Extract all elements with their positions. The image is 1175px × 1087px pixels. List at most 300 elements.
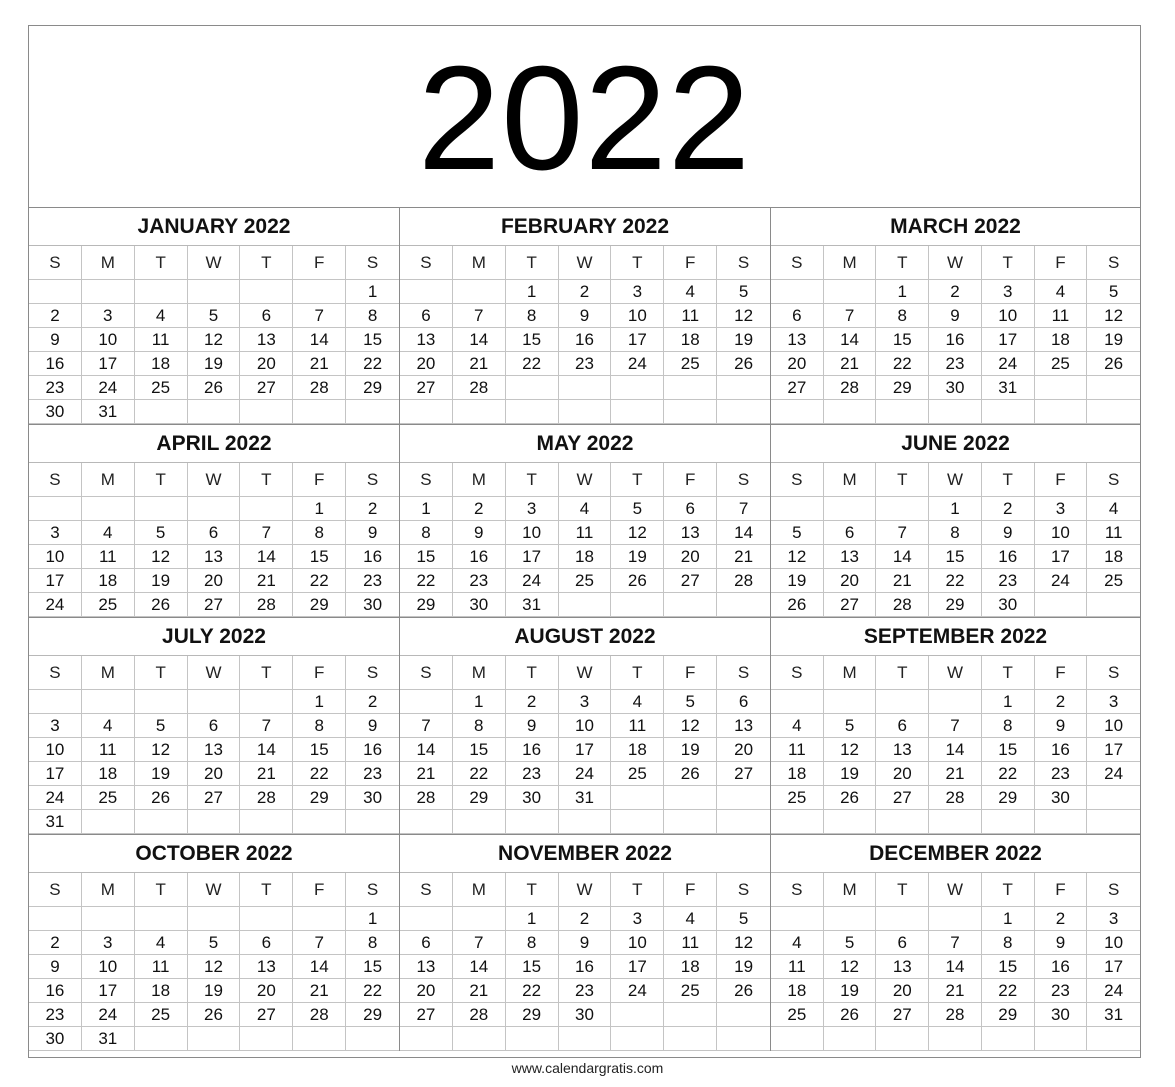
day-cell: 15: [293, 545, 346, 569]
day-cell: 5: [664, 690, 717, 714]
day-cell: 6: [240, 304, 293, 328]
months-grid: [29, 208, 1140, 1051]
day-cell: 5: [188, 304, 241, 328]
weekday-header: S: [29, 246, 82, 280]
day-cell: 11: [771, 738, 824, 762]
day-cell: 8: [982, 714, 1035, 738]
day-cell: 17: [506, 545, 559, 569]
day-cell: 6: [240, 931, 293, 955]
weekday-header: T: [982, 463, 1035, 497]
day-cell: 6: [876, 714, 929, 738]
day-cell: 5: [824, 931, 877, 955]
day-cell: 12: [611, 521, 664, 545]
day-cell: 10: [1035, 521, 1088, 545]
weekday-header: T: [506, 246, 559, 280]
empty-cell: [929, 810, 982, 834]
day-cell: 16: [29, 979, 82, 1003]
day-cell: 17: [611, 328, 664, 352]
day-cell: 3: [29, 521, 82, 545]
day-cell: 15: [400, 545, 453, 569]
month-block: [29, 618, 400, 835]
day-cell: 28: [240, 786, 293, 810]
day-cell: 20: [771, 352, 824, 376]
empty-cell: [717, 810, 770, 834]
day-cell: 22: [293, 569, 346, 593]
day-cell: 10: [611, 931, 664, 955]
day-cell: 31: [82, 1027, 135, 1051]
day-cell: 19: [664, 738, 717, 762]
empty-cell: [506, 1027, 559, 1051]
day-cell: 21: [929, 762, 982, 786]
day-cell: 16: [453, 545, 506, 569]
day-cell: 12: [771, 545, 824, 569]
day-cell: 28: [453, 1003, 506, 1027]
empty-cell: [876, 400, 929, 424]
day-cell: 15: [453, 738, 506, 762]
empty-cell: [1087, 1027, 1140, 1051]
empty-cell: [664, 400, 717, 424]
day-cell: 14: [240, 545, 293, 569]
day-cell: 1: [453, 690, 506, 714]
day-cell: 17: [29, 762, 82, 786]
day-cell: 28: [929, 1003, 982, 1027]
empty-cell: [293, 400, 346, 424]
weekday-header: S: [1087, 873, 1140, 907]
day-cell: 1: [293, 690, 346, 714]
weekday-header: S: [717, 873, 770, 907]
day-cell: 24: [1035, 569, 1088, 593]
quarter-row: [29, 208, 1140, 425]
day-cell: 18: [82, 569, 135, 593]
empty-cell: [611, 786, 664, 810]
day-cell: 27: [717, 762, 770, 786]
day-cell: 15: [506, 955, 559, 979]
day-cell: 29: [453, 786, 506, 810]
day-cell: 2: [29, 931, 82, 955]
day-cell: 12: [824, 955, 877, 979]
day-cell: 10: [611, 304, 664, 328]
month-grid: [771, 463, 1140, 617]
day-cell: 30: [346, 786, 399, 810]
day-cell: 9: [453, 521, 506, 545]
month-grid: [29, 246, 399, 424]
empty-cell: [293, 810, 346, 834]
day-cell: 3: [29, 714, 82, 738]
weekday-header: W: [929, 656, 982, 690]
day-cell: 15: [876, 328, 929, 352]
day-cell: 7: [293, 304, 346, 328]
empty-cell: [135, 280, 188, 304]
month-grid: [29, 873, 399, 1051]
weekday-header: T: [982, 873, 1035, 907]
empty-cell: [664, 1027, 717, 1051]
month-title: JULY 2022: [29, 618, 399, 656]
day-cell: 9: [559, 931, 612, 955]
footer-url[interactable]: www.calendargratis.com: [511, 1060, 664, 1076]
day-cell: 4: [771, 931, 824, 955]
day-cell: 19: [771, 569, 824, 593]
empty-cell: [824, 400, 877, 424]
day-cell: 14: [453, 955, 506, 979]
day-cell: 19: [824, 979, 877, 1003]
day-cell: 11: [135, 955, 188, 979]
month-title: DECEMBER 2022: [771, 835, 1140, 873]
empty-cell: [240, 1027, 293, 1051]
month-grid: [771, 656, 1140, 834]
day-cell: 26: [135, 786, 188, 810]
weekday-header: T: [876, 463, 929, 497]
day-cell: 8: [453, 714, 506, 738]
day-cell: 24: [611, 979, 664, 1003]
day-cell: 6: [400, 304, 453, 328]
day-cell: 6: [824, 521, 877, 545]
empty-cell: [1087, 786, 1140, 810]
day-cell: 20: [240, 979, 293, 1003]
empty-cell: [1035, 1027, 1088, 1051]
day-cell: 18: [771, 762, 824, 786]
day-cell: 7: [240, 521, 293, 545]
weekday-header: S: [1087, 246, 1140, 280]
day-cell: 1: [346, 907, 399, 931]
weekday-header: S: [717, 246, 770, 280]
empty-cell: [824, 907, 877, 931]
day-cell: 9: [29, 955, 82, 979]
empty-cell: [188, 690, 241, 714]
weekday-header: S: [400, 873, 453, 907]
day-cell: 14: [876, 545, 929, 569]
empty-cell: [135, 690, 188, 714]
day-cell: 8: [506, 931, 559, 955]
month-block: [400, 835, 771, 1051]
empty-cell: [82, 690, 135, 714]
day-cell: 19: [717, 955, 770, 979]
day-cell: 18: [1087, 545, 1140, 569]
day-cell: 19: [188, 979, 241, 1003]
month-title: FEBRUARY 2022: [400, 208, 770, 246]
day-cell: 27: [188, 593, 241, 617]
day-cell: 16: [29, 352, 82, 376]
day-cell: 28: [293, 376, 346, 400]
day-cell: 10: [82, 955, 135, 979]
empty-cell: [1087, 376, 1140, 400]
day-cell: 20: [717, 738, 770, 762]
day-cell: 15: [982, 738, 1035, 762]
day-cell: 8: [876, 304, 929, 328]
day-cell: 9: [29, 328, 82, 352]
empty-cell: [559, 593, 612, 617]
day-cell: 2: [559, 280, 612, 304]
day-cell: 31: [29, 810, 82, 834]
weekday-header: T: [135, 873, 188, 907]
empty-cell: [559, 1027, 612, 1051]
weekday-header: M: [453, 656, 506, 690]
day-cell: 2: [29, 304, 82, 328]
day-cell: 23: [559, 979, 612, 1003]
day-cell: 18: [1035, 328, 1088, 352]
day-cell: 30: [346, 593, 399, 617]
day-cell: 11: [135, 328, 188, 352]
weekday-header: T: [506, 656, 559, 690]
day-cell: 30: [506, 786, 559, 810]
weekday-header: S: [346, 873, 399, 907]
month-grid: [400, 246, 770, 424]
day-cell: 29: [293, 593, 346, 617]
day-cell: 4: [135, 931, 188, 955]
weekday-header: F: [1035, 656, 1088, 690]
day-cell: 14: [717, 521, 770, 545]
day-cell: 7: [240, 714, 293, 738]
day-cell: 22: [506, 979, 559, 1003]
day-cell: 3: [1087, 907, 1140, 931]
day-cell: 4: [1035, 280, 1088, 304]
empty-cell: [400, 400, 453, 424]
day-cell: 28: [293, 1003, 346, 1027]
empty-cell: [240, 400, 293, 424]
weekday-header: M: [82, 246, 135, 280]
day-cell: 23: [559, 352, 612, 376]
day-cell: 16: [1035, 738, 1088, 762]
day-cell: 25: [664, 979, 717, 1003]
day-cell: 10: [29, 545, 82, 569]
day-cell: 25: [771, 786, 824, 810]
day-cell: 1: [876, 280, 929, 304]
weekday-header: T: [135, 463, 188, 497]
day-cell: 18: [135, 979, 188, 1003]
weekday-header: S: [717, 656, 770, 690]
day-cell: 2: [506, 690, 559, 714]
day-cell: 13: [824, 545, 877, 569]
day-cell: 13: [400, 328, 453, 352]
day-cell: 9: [506, 714, 559, 738]
empty-cell: [611, 376, 664, 400]
day-cell: 29: [346, 1003, 399, 1027]
empty-cell: [982, 810, 1035, 834]
day-cell: 24: [82, 1003, 135, 1027]
day-cell: 13: [188, 545, 241, 569]
day-cell: 7: [717, 497, 770, 521]
day-cell: 2: [346, 690, 399, 714]
day-cell: 27: [876, 786, 929, 810]
day-cell: 6: [188, 521, 241, 545]
day-cell: 28: [929, 786, 982, 810]
day-cell: 18: [664, 328, 717, 352]
day-cell: 1: [506, 280, 559, 304]
day-cell: 11: [664, 931, 717, 955]
weekday-header: T: [240, 463, 293, 497]
day-cell: 8: [293, 714, 346, 738]
day-cell: 20: [400, 979, 453, 1003]
day-cell: 22: [929, 569, 982, 593]
day-cell: 20: [240, 352, 293, 376]
day-cell: 24: [982, 352, 1035, 376]
day-cell: 30: [559, 1003, 612, 1027]
day-cell: 22: [506, 352, 559, 376]
day-cell: 20: [876, 979, 929, 1003]
day-cell: 20: [664, 545, 717, 569]
day-cell: 16: [559, 955, 612, 979]
day-cell: 29: [346, 376, 399, 400]
day-cell: 16: [929, 328, 982, 352]
day-cell: 31: [982, 376, 1035, 400]
day-cell: 25: [135, 376, 188, 400]
day-cell: 16: [346, 738, 399, 762]
empty-cell: [135, 400, 188, 424]
empty-cell: [611, 1003, 664, 1027]
day-cell: 27: [240, 376, 293, 400]
day-cell: 9: [982, 521, 1035, 545]
empty-cell: [1035, 810, 1088, 834]
weekday-header: T: [982, 246, 1035, 280]
day-cell: 26: [717, 352, 770, 376]
empty-cell: [400, 280, 453, 304]
day-cell: 11: [771, 955, 824, 979]
day-cell: 5: [135, 714, 188, 738]
month-grid: [400, 873, 770, 1051]
day-cell: 12: [824, 738, 877, 762]
empty-cell: [717, 1027, 770, 1051]
day-cell: 17: [982, 328, 1035, 352]
day-cell: 23: [346, 569, 399, 593]
day-cell: 30: [29, 400, 82, 424]
empty-cell: [717, 376, 770, 400]
day-cell: 19: [611, 545, 664, 569]
day-cell: 27: [664, 569, 717, 593]
day-cell: 6: [717, 690, 770, 714]
weekday-header: W: [559, 246, 612, 280]
day-cell: 1: [400, 497, 453, 521]
day-cell: 2: [1035, 690, 1088, 714]
day-cell: 30: [29, 1027, 82, 1051]
day-cell: 23: [346, 762, 399, 786]
day-cell: 3: [1035, 497, 1088, 521]
empty-cell: [929, 907, 982, 931]
empty-cell: [29, 907, 82, 931]
weekday-header: T: [611, 873, 664, 907]
day-cell: 23: [29, 376, 82, 400]
weekday-header: S: [400, 656, 453, 690]
day-cell: 24: [82, 376, 135, 400]
month-title: AUGUST 2022: [400, 618, 770, 656]
day-cell: 28: [453, 376, 506, 400]
weekday-header: M: [82, 656, 135, 690]
empty-cell: [29, 690, 82, 714]
day-cell: 3: [559, 690, 612, 714]
day-cell: 21: [717, 545, 770, 569]
day-cell: 26: [824, 1003, 877, 1027]
empty-cell: [824, 810, 877, 834]
month-title: JUNE 2022: [771, 425, 1140, 463]
empty-cell: [1087, 400, 1140, 424]
empty-cell: [82, 907, 135, 931]
empty-cell: [611, 593, 664, 617]
empty-cell: [717, 1003, 770, 1027]
empty-cell: [771, 400, 824, 424]
day-cell: 25: [1087, 569, 1140, 593]
day-cell: 18: [611, 738, 664, 762]
day-cell: 2: [559, 907, 612, 931]
day-cell: 10: [82, 328, 135, 352]
day-cell: 23: [29, 1003, 82, 1027]
empty-cell: [929, 690, 982, 714]
weekday-header: F: [293, 873, 346, 907]
day-cell: 16: [559, 328, 612, 352]
day-cell: 17: [611, 955, 664, 979]
empty-cell: [611, 810, 664, 834]
day-cell: 8: [929, 521, 982, 545]
day-cell: 30: [929, 376, 982, 400]
day-cell: 21: [293, 979, 346, 1003]
weekday-header: S: [400, 246, 453, 280]
empty-cell: [611, 400, 664, 424]
day-cell: 9: [346, 521, 399, 545]
day-cell: 12: [135, 738, 188, 762]
day-cell: 21: [293, 352, 346, 376]
day-cell: 4: [1087, 497, 1140, 521]
day-cell: 4: [611, 690, 664, 714]
day-cell: 28: [240, 593, 293, 617]
day-cell: 15: [346, 955, 399, 979]
day-cell: 28: [400, 786, 453, 810]
weekday-header: S: [1087, 463, 1140, 497]
day-cell: 23: [1035, 762, 1088, 786]
day-cell: 11: [559, 521, 612, 545]
empty-cell: [135, 907, 188, 931]
day-cell: 22: [400, 569, 453, 593]
empty-cell: [135, 497, 188, 521]
month-block: [771, 618, 1140, 835]
empty-cell: [135, 810, 188, 834]
day-cell: 24: [506, 569, 559, 593]
day-cell: 5: [611, 497, 664, 521]
day-cell: 8: [400, 521, 453, 545]
day-cell: 25: [82, 593, 135, 617]
day-cell: 14: [400, 738, 453, 762]
month-block: [29, 835, 400, 1051]
day-cell: 23: [929, 352, 982, 376]
day-cell: 5: [717, 907, 770, 931]
empty-cell: [717, 400, 770, 424]
day-cell: 18: [135, 352, 188, 376]
empty-cell: [771, 810, 824, 834]
weekday-header: S: [771, 463, 824, 497]
weekday-header: F: [664, 656, 717, 690]
day-cell: 5: [824, 714, 877, 738]
empty-cell: [400, 907, 453, 931]
empty-cell: [717, 786, 770, 810]
day-cell: 3: [611, 280, 664, 304]
empty-cell: [876, 810, 929, 834]
day-cell: 21: [929, 979, 982, 1003]
day-cell: 2: [982, 497, 1035, 521]
empty-cell: [400, 690, 453, 714]
day-cell: 7: [929, 931, 982, 955]
day-cell: 10: [1087, 931, 1140, 955]
weekday-header: W: [559, 656, 612, 690]
weekday-header: T: [135, 656, 188, 690]
month-title: MARCH 2022: [771, 208, 1140, 246]
weekday-header: S: [400, 463, 453, 497]
day-cell: 1: [982, 690, 1035, 714]
day-cell: 13: [876, 955, 929, 979]
weekday-header: S: [771, 873, 824, 907]
day-cell: 17: [559, 738, 612, 762]
empty-cell: [82, 280, 135, 304]
day-cell: 13: [400, 955, 453, 979]
day-cell: 17: [29, 569, 82, 593]
day-cell: 28: [824, 376, 877, 400]
empty-cell: [188, 810, 241, 834]
day-cell: 14: [453, 328, 506, 352]
